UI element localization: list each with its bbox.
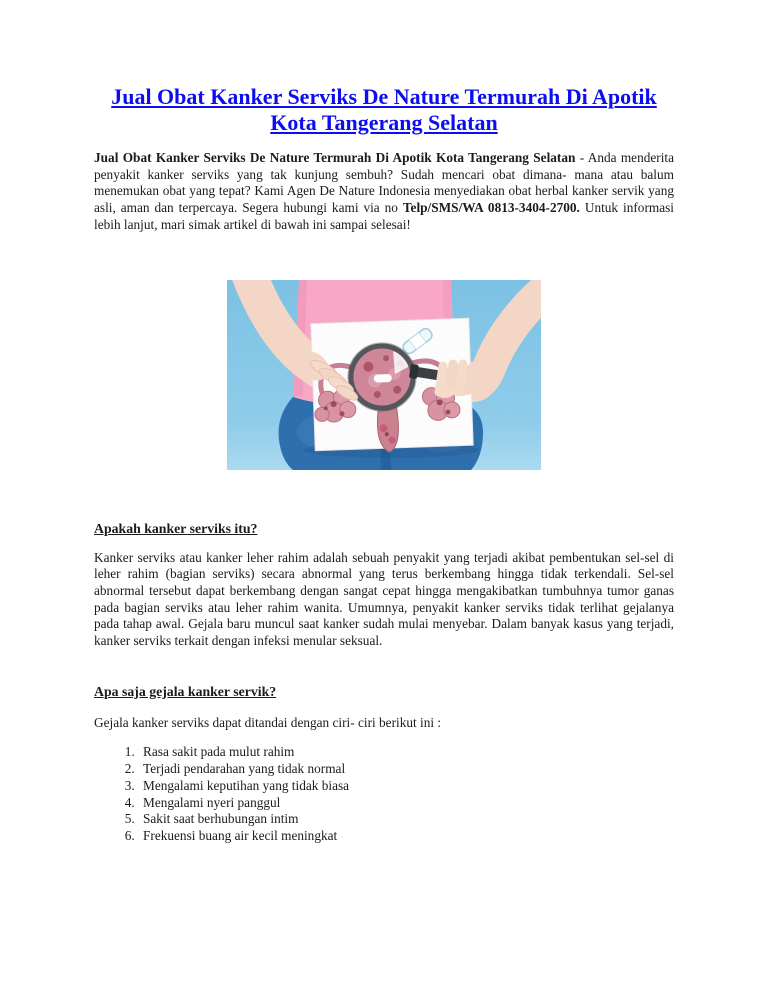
symptom-item: 4. Mengalami nyeri panggul [138,795,674,812]
symptoms-intro: Gejala kanker serviks dapat ditandai dengan ciri- ciri berikut ini : [94,714,442,730]
symptom-list [94,744,674,844]
symptom-item: 2. Terjadi pendarahan yang tidak normal [138,761,674,778]
contact-phone: Telp/SMS/WA 0813-3404-2700. [402,200,580,216]
intro-separator: - [575,150,588,165]
section-heading-what-is: Apakah kanker serviks itu? [94,520,258,536]
what-is-paragraph: Kanker serviks atau kanker leher rahim adalah sebuah penyakit yang terjadi akibat pembentukan sel-sel di leher rahim (bagian serviks) secara abnormal yang terus berkembang hingga tidak terkendali. Sel-sel abnormal tersebut dapat berkembang dengan sangat cepat hingga mengakibatkan tumbuhnya tumor ganas pada bagian serviks atau leher rahim wanita. Umumnya, penyakit kanker serviks tidak terlihat gejalanya pada tahap awal. Gejala baru muncul saat kanker sudah mulai menyebar. Dalam banyak kasus yang terjadi, kanker serviks terkait dengan infeksi menular seksual. [94,549,674,649]
symptom-item: 3. Mengalami keputihan yang tidak biasa [138,778,674,795]
article-figure [227,280,541,470]
uterus-illustration-photo [227,280,541,470]
article-title-link[interactable]: Jual Obat Kanker Serviks De Nature Termurah Di Apotik Kota Tangerang Selatan [111,84,657,135]
symptom-item: 5. Sakit saat berhubungan intim [138,811,674,828]
intro-paragraph [94,150,674,234]
symptom-item: 1. Rasa sakit pada mulut rahim [138,744,674,761]
intro-body-after-phone: Untuk informasi lebih lanjut, mari simak artikel di bawah ini sampai selesai! [94,200,674,232]
intro-body-before-phone: Anda menderita penyakit kanker serviks yang tak kunjung sembuh? Sudah mencari obat dimana- mana atau balum menemukan obat yang tepat? Kami Agen De Nature Indonesia menyediakan obat herbal kanker servik yang asli, aman dan terpercaya. Segera hubungi kami via no [94,150,674,216]
symptom-item: 6. Frekuensi buang air kecil meningkat [138,828,674,845]
section-heading-symptoms: Apa saja gejala kanker servik? [94,683,277,699]
intro-bold-lead: Jual Obat Kanker Serviks De Nature Termurah Di Apotik Kota Tangerang Selatan [94,150,576,165]
page-title [94,84,674,136]
